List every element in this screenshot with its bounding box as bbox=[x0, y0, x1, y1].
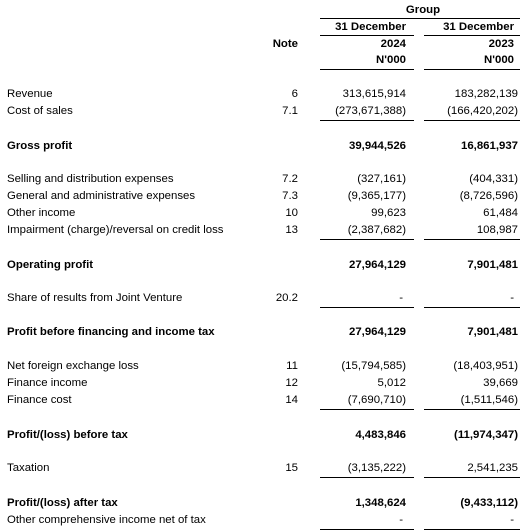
col-2023-subtotal-rule bbox=[424, 409, 520, 410]
row-label: Net foreign exchange loss bbox=[7, 360, 139, 372]
col-2024-unit: N'000 bbox=[376, 54, 406, 66]
row-label: Selling and distribution expenses bbox=[7, 173, 174, 185]
row-value-2023: (11,974,347) bbox=[454, 429, 518, 441]
col-2024-year: 2024 bbox=[380, 38, 406, 50]
row-note: 20.2 bbox=[275, 292, 298, 304]
col-2024-date: 31 December bbox=[335, 21, 406, 33]
row-value-2024: - bbox=[399, 292, 403, 304]
row-note: 15 bbox=[285, 462, 298, 474]
row-label: Revenue bbox=[7, 88, 53, 100]
col-2023-subtotal-rule bbox=[424, 477, 520, 478]
row-value-2024: 1,348,624 bbox=[355, 497, 406, 509]
row-label: Profit before financing and income tax bbox=[7, 326, 215, 338]
row-value-2023: 61,484 bbox=[483, 207, 518, 219]
row-value-2024: (327,161) bbox=[357, 173, 406, 185]
row-value-2023: - bbox=[510, 292, 514, 304]
row-value-2024: 27,964,129 bbox=[348, 259, 406, 271]
col-2024-subtotal-rule bbox=[320, 529, 414, 530]
row-note: 7.2 bbox=[282, 173, 298, 185]
row-label: Impairment (charge)/reversal on credit loss bbox=[7, 224, 224, 236]
row-value-2024: 99,623 bbox=[371, 207, 406, 219]
col-2024-subtotal-rule bbox=[320, 239, 414, 240]
row-value-2024: (7,690,710) bbox=[347, 394, 406, 406]
row-value-2024: 39,944,526 bbox=[348, 140, 406, 152]
row-value-2023: (166,420,202) bbox=[447, 105, 518, 117]
row-value-2023: 7,901,481 bbox=[467, 326, 518, 338]
row-value-2024: 27,964,129 bbox=[348, 326, 406, 338]
row-value-2023: 2,541,235 bbox=[467, 462, 518, 474]
col-2023-unit: N'000 bbox=[484, 54, 514, 66]
row-label: Finance income bbox=[7, 377, 88, 389]
col-2024-subtotal-rule bbox=[320, 120, 414, 121]
row-value-2024: (273,671,388) bbox=[335, 105, 406, 117]
row-note: 14 bbox=[285, 394, 298, 406]
col-2023-underline bbox=[424, 35, 520, 36]
row-value-2024: (15,794,585) bbox=[341, 360, 406, 372]
row-note: 6 bbox=[291, 88, 298, 100]
row-value-2023: 7,901,481 bbox=[467, 259, 518, 271]
col-2024-subtotal-rule bbox=[320, 409, 414, 410]
col-2024-underline bbox=[320, 35, 414, 36]
row-value-2024: (3,135,222) bbox=[347, 462, 406, 474]
col-2024-header-rule bbox=[320, 69, 414, 70]
col-2023-subtotal-rule bbox=[424, 120, 520, 121]
row-value-2023: 39,669 bbox=[483, 377, 518, 389]
row-label: Operating profit bbox=[7, 259, 94, 271]
col-2023-date: 31 December bbox=[443, 21, 514, 33]
row-label: Taxation bbox=[7, 462, 50, 474]
col-2023-subtotal-rule bbox=[424, 307, 520, 308]
row-value-2023: 183,282,139 bbox=[454, 88, 518, 100]
row-label: General and administrative expenses bbox=[7, 190, 196, 202]
row-value-2023: - bbox=[510, 514, 514, 526]
row-note: 13 bbox=[285, 224, 298, 236]
row-label: Profit/(loss) before tax bbox=[7, 429, 128, 441]
col-2023-subtotal-rule bbox=[424, 529, 520, 530]
note-header: Note bbox=[272, 38, 298, 50]
row-value-2023: 108,987 bbox=[476, 224, 518, 236]
row-value-2023: (18,403,951) bbox=[453, 360, 518, 372]
row-label: Profit/(loss) after tax bbox=[7, 497, 118, 509]
row-label: Finance cost bbox=[7, 394, 72, 406]
row-value-2024: (2,387,682) bbox=[347, 224, 406, 236]
row-note: 10 bbox=[285, 207, 298, 219]
row-value-2024: 313,615,914 bbox=[342, 88, 406, 100]
row-value-2024: (9,365,177) bbox=[347, 190, 406, 202]
row-value-2023: (1,511,546) bbox=[460, 394, 518, 406]
row-value-2024: - bbox=[399, 514, 403, 526]
row-label: Other income bbox=[7, 207, 76, 219]
col-2023-header-rule bbox=[424, 69, 520, 70]
group-heading: Group bbox=[405, 4, 441, 16]
row-value-2023: (404,331) bbox=[469, 173, 518, 185]
row-note: 7.1 bbox=[282, 105, 298, 117]
row-value-2023: (9,433,112) bbox=[460, 497, 518, 509]
row-label: Other comprehensive income net of tax bbox=[7, 514, 206, 526]
col-2024-subtotal-rule bbox=[320, 477, 414, 478]
col-2024-subtotal-rule bbox=[320, 307, 414, 308]
row-note: 7.3 bbox=[282, 190, 298, 202]
row-label: Cost of sales bbox=[7, 105, 73, 117]
row-value-2023: (8,726,596) bbox=[459, 190, 518, 202]
col-2023-year: 2023 bbox=[488, 38, 514, 50]
row-label: Gross profit bbox=[7, 140, 73, 152]
row-value-2024: 5,012 bbox=[377, 377, 406, 389]
row-label: Share of results from Joint Venture bbox=[7, 292, 183, 304]
group-underline bbox=[320, 18, 520, 19]
row-note: 12 bbox=[285, 377, 298, 389]
row-value-2023: 16,861,937 bbox=[460, 140, 518, 152]
row-value-2024: 4,483,846 bbox=[355, 429, 406, 441]
col-2023-subtotal-rule bbox=[424, 239, 520, 240]
row-note: 11 bbox=[286, 360, 298, 372]
